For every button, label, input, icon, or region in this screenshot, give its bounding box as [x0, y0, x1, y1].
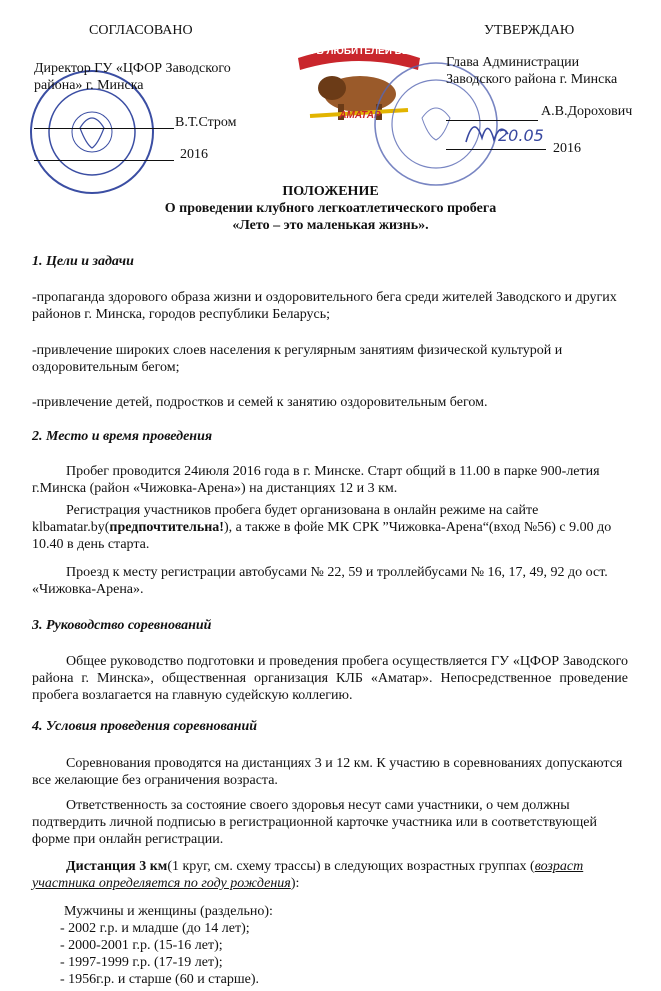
left-date-line [34, 160, 174, 161]
age-group-item: - 2002 г.р. и младше (до 14 лет); [60, 921, 250, 936]
distance-3km-desc: (1 круг, см. схему трассы) в следующих возрастных группах ( [167, 859, 535, 874]
doc-subtitle-1: О проведении клубного легкоатлетического пробега [164, 201, 497, 216]
age-group-item: - 1956г.р. и старше (60 и старше). [60, 972, 260, 987]
distance-3km-label: Дистанция 3 км [66, 859, 168, 874]
right-position-line2: Заводского района г. Минска [446, 72, 618, 87]
distance-3km-note: возраст участника определяется по году рождения [32, 859, 584, 891]
right-signature-scribble [462, 112, 512, 153]
age-groups-title: Мужчины и женщины (раздельно): [64, 904, 273, 919]
age-group-list [60, 920, 259, 988]
left-signature-line [34, 128, 174, 129]
section-4-paragraph-2: Ответственность за состояние своего здоровья несут сами участники, о чем должны подтвердить личной подписью в регистрационной карточке участника или в соответствующей форме при онлайн регистрации. [32, 798, 597, 847]
section-4-paragraph-1: Соревнования проводятся на дистанциях 3 и 12 км. К участию в соревнованиях допускаются все желающие без ограничения возраста. [32, 756, 623, 788]
section-2-p2-end: ), а также в фойе МК СРК ”Чижовка-Арена“(вход №56) с 9.00 до 10.40 в день старта. [32, 520, 612, 552]
right-handwritten-date: 20.05 [498, 126, 544, 145]
left-year: 2016 [180, 147, 208, 162]
logo-title: КЛУБ ЛЮБИТЕЛЕЙ БЕГА [297, 46, 421, 57]
age-group-item: - 2000-2001 г.р. (15-16 лет); [60, 938, 223, 953]
section-1-item-2: -привлечение широких слоев населения к регулярным занятиям физической культурой и оздоровительным бегом; [32, 343, 563, 375]
section-2-p2-bold: предпочтительна! [109, 520, 224, 535]
section-3-paragraph-1: Общее руководство подготовки и проведения пробега осуществляется ГУ «ЦФОР Заводского района г. Минска», общественная организация КЛБ «Аматар». Непосредственное проведение пробега возлагается на главную судейскую коллегию. [32, 654, 628, 703]
section-4-heading: 4. Условия проведения соревнований [32, 719, 258, 734]
left-position-line1: Директор ГУ «ЦФОР Заводского [34, 61, 231, 76]
section-2-paragraph-1: Пробег проводится 24июля 2016 года в г. Минске. Старт общий в 11.00 в парке 900-летия г.Минска (район «Чижовка-Арена») на дистанциях 12 и 3 км. [32, 464, 600, 496]
left-approved-label: СОГЛАСОВАНО [89, 23, 193, 38]
distance-3km-end: ): [290, 876, 300, 891]
section-2-paragraph-3: Проезд к месту регистрации автобусами № 22, 59 и троллейбусами № 16, 17, 49, 92 до ост. «Чижовка-Арена». [32, 565, 608, 597]
section-3-heading: 3. Руководство соревнований [32, 618, 212, 633]
logo-subtitle: АМАТАР [339, 110, 381, 121]
right-approved-label: УТВЕРЖДАЮ [484, 23, 575, 38]
section-1-item-3: -привлечение детей, подростков и семей к занятию оздоровительным бегом. [32, 395, 488, 410]
section-2-heading: 2. Место и время проведения [32, 429, 213, 444]
left-signer: В.Т.Стром [175, 115, 237, 130]
right-date-line [446, 149, 546, 150]
section-1-heading: 1. Цели и задачи [32, 254, 134, 269]
section-1-item-1: -пропаганда здорового образа жизни и оздоровительного бега среди жителей Заводского и других районов г. Минска, городов республики Беларусь; [32, 290, 617, 322]
section-2-p2-start: Регистрация участников пробега будет организована в онлайн режиме на сайте klbamatar.by( [32, 503, 539, 535]
section-2-paragraph-2 [32, 502, 628, 553]
section-4-distance-3km [32, 858, 628, 892]
left-position-line2: района» г. Минска [34, 78, 144, 93]
doc-title: ПОЛОЖЕНИЕ [282, 184, 379, 199]
right-year: 2016 [553, 141, 581, 156]
doc-subtitle-2: «Лето – это маленькая жизнь». [232, 218, 429, 233]
age-group-item: - 1997-1999 г.р. (17-19 лет); [60, 955, 223, 970]
right-signer: А.В.Дорохович [541, 104, 633, 119]
right-position-line1: Глава Администрации [446, 55, 580, 70]
